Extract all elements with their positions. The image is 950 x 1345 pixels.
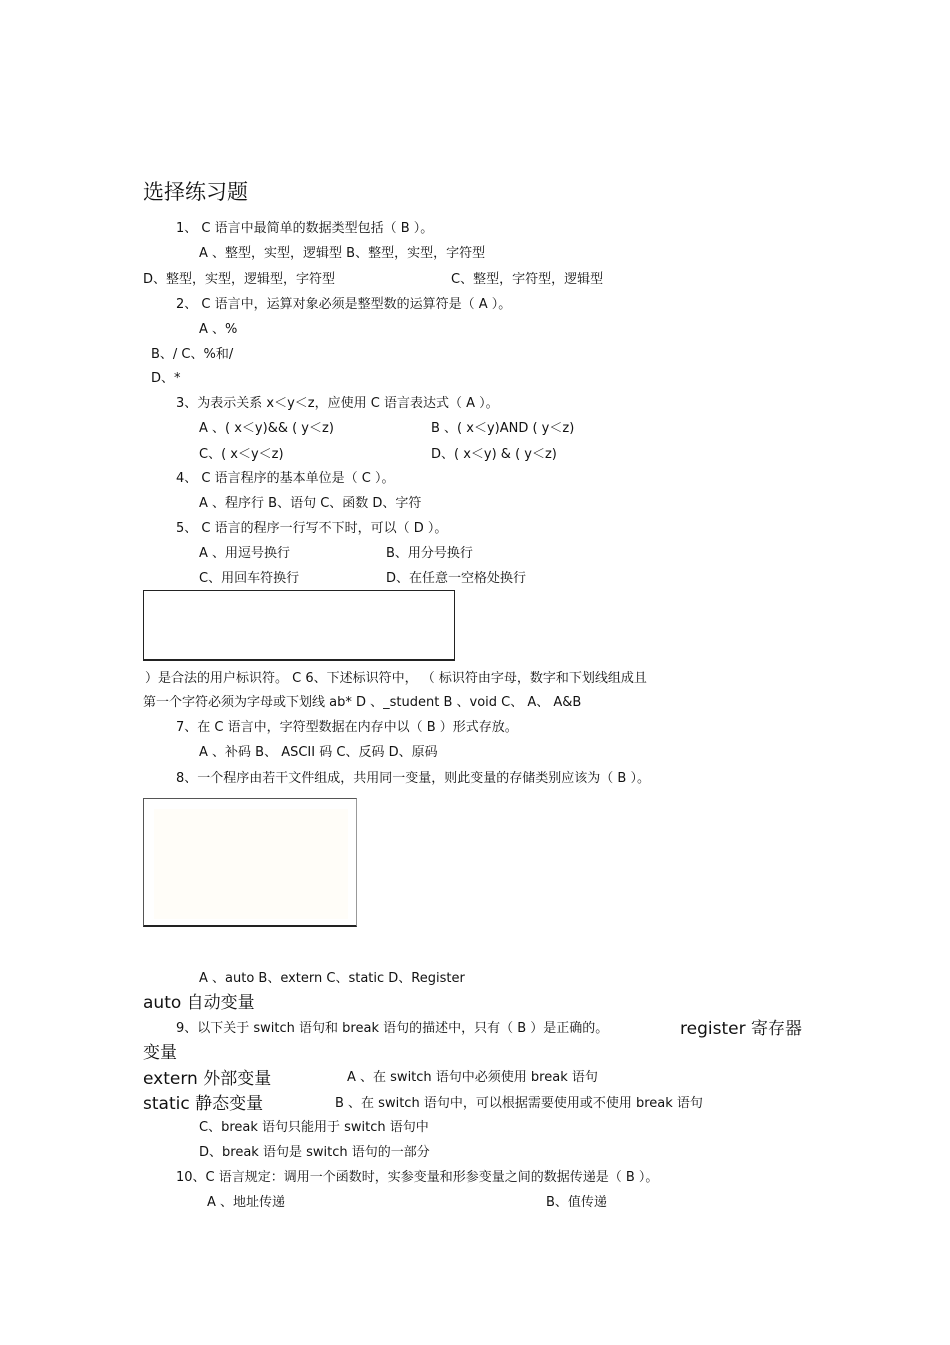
- question-8: 8、一个程序由若干文件组成，共用同一变量，则此变量的存储类别应该为（ B ）。: [176, 771, 650, 786]
- page-title: 选择练习题: [143, 180, 248, 204]
- q5-option-d: D、在任意一空格处换行: [386, 571, 527, 586]
- question-2: 2、 C 语言中，运算对象必须是整型数的运算符是（ A ）。: [176, 297, 512, 312]
- q9-option-b: B 、在 switch 语句中，可以根据需要使用或不使用 break 语句: [335, 1096, 703, 1111]
- question-4: 4、 C 语言程序的基本单位是（ C ）。: [176, 471, 395, 486]
- note-auto: auto 自动变量: [143, 993, 255, 1013]
- q9-option-d: D、break 语句是 switch 语句的一部分: [199, 1145, 430, 1160]
- question-3: 3、为表示关系 x＜y＜z，应使用 C 语言表达式（ A ）。: [176, 396, 499, 411]
- question-9: 9、以下关于 switch 语句和 break 语句的描述中，只有（ B ）是正确的。: [176, 1021, 609, 1036]
- q5-option-c: C、用回车符换行: [199, 571, 300, 586]
- q10-option-b: B、值传递: [546, 1195, 607, 1210]
- blank-answer-box: [143, 590, 455, 661]
- note-variable: 变量: [143, 1043, 177, 1063]
- note-register: register 寄存器: [680, 1019, 802, 1039]
- q3-option-c: C、( x＜y＜z): [199, 447, 284, 462]
- question-7: 7、在 C 语言中，字符型数据在内存中以（ B ）形式存放。: [176, 720, 518, 735]
- q1-options-ab: A 、整型，实型，逻辑型 B、整型，实型，字符型: [199, 246, 486, 261]
- question-1: 1、 C 语言中最简单的数据类型包括（ B ）。: [176, 221, 434, 236]
- q5-option-a: A 、用逗号换行: [199, 546, 291, 561]
- q3-option-b: B 、( x＜y)AND ( y＜z): [431, 421, 575, 436]
- q4-options: A 、程序行 B、语句 C、函数 D、字符: [199, 496, 422, 511]
- q5-option-b: B、用分号换行: [386, 546, 473, 561]
- q2-option-a: A 、%: [199, 322, 238, 337]
- q3-option-d: D、( x＜y) & ( y＜z): [431, 447, 557, 462]
- q3-option-a: A 、( x＜y)&& ( y＜z): [199, 421, 334, 436]
- q9-option-a: A 、在 switch 语句中必须使用 break 语句: [347, 1070, 598, 1085]
- q1-option-d: D、整型，实型，逻辑型，字符型: [143, 272, 336, 287]
- note-box: [143, 798, 357, 927]
- note-extern: extern 外部变量: [143, 1069, 272, 1089]
- q1-option-c: C、整型，字符型，逻辑型: [451, 272, 604, 287]
- q10-option-a: A 、地址传递: [207, 1195, 286, 1210]
- q8-options: A 、auto B、extern C、static D、Register: [199, 971, 465, 986]
- q9-option-c: C、break 语句只能用于 switch 语句中: [199, 1120, 429, 1135]
- question-5: 5、 C 语言的程序一行写不下时，可以（ D ）。: [176, 521, 448, 536]
- question-6-line-2: 第一个字符必须为字母或下划线 ab* D 、_student B 、void C、 A、 A&B: [143, 695, 582, 710]
- q2-option-d: D、*: [151, 371, 181, 386]
- question-6-line-1: ）是合法的用户标识符。 C 6、下述标识符中， （ 标识符由字母，数字和下划线组成且: [145, 671, 647, 686]
- q7-options: A 、补码 B、 ASCII 码 C、反码 D、原码: [199, 745, 438, 760]
- q2-options-bc: B、/ C、%和/: [151, 347, 234, 362]
- note-static: static 静态变量: [143, 1094, 264, 1114]
- question-10: 10、C 语言规定：调用一个函数时，实参变量和形参变量之间的数据传递是（ B ）。: [176, 1170, 659, 1185]
